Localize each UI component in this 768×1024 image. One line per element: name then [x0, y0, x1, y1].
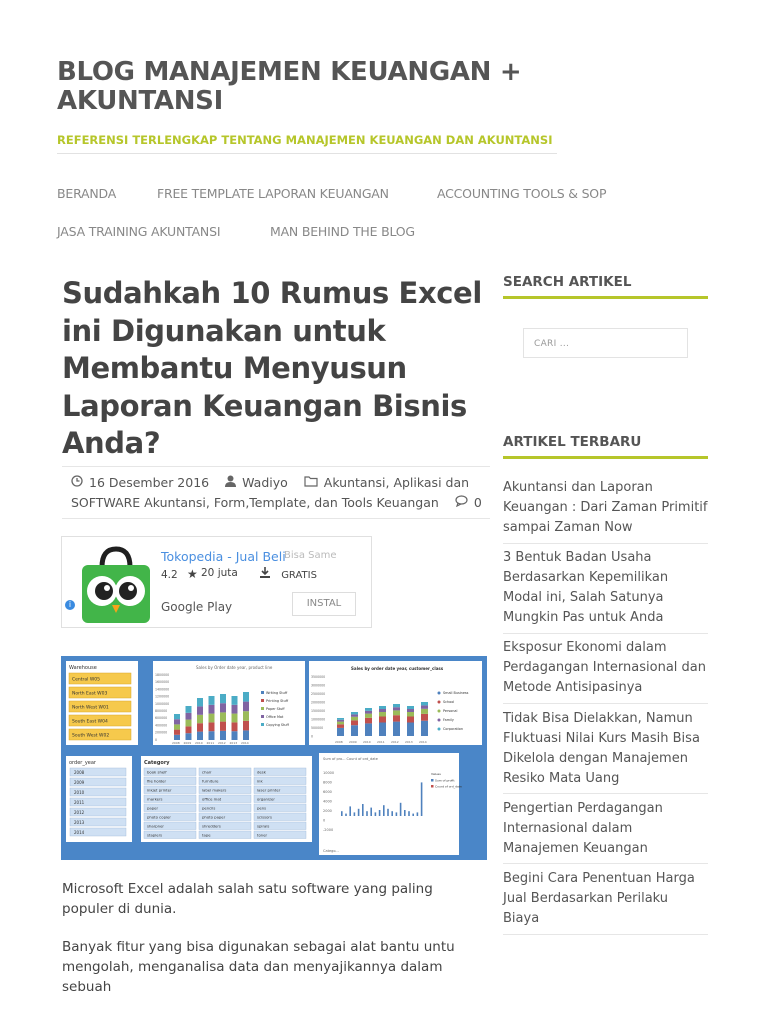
- chart2-title: Sales by order date year, customer_class: [351, 666, 444, 671]
- chart3-bar: [408, 811, 410, 816]
- chart3-tick: 0: [323, 818, 326, 823]
- slicer-item-label: pencils: [202, 805, 216, 811]
- chart1-bar-segment: [209, 714, 215, 723]
- chart2-legend-swatch: [438, 710, 441, 713]
- chart1-bar-segment: [197, 723, 203, 731]
- chart2-x-tick: 2014: [419, 740, 427, 744]
- chart2-tick: 2500000: [311, 692, 326, 696]
- chart2-bar-segment: [421, 709, 428, 714]
- nav-item-free-template[interactable]: FREE TEMPLATE LAPORAN KEUANGAN: [157, 186, 389, 201]
- slicer-item-label: tape: [202, 832, 211, 838]
- chart2-bar-segment: [407, 712, 414, 717]
- chart1-tick: 200000: [155, 730, 168, 735]
- chart2-bar-segment: [379, 706, 386, 709]
- post-meta: [71, 473, 491, 513]
- slicer-item-label: paper: [147, 805, 159, 811]
- chart2-bar-segment: [365, 723, 372, 736]
- slicer-item-label: 2013: [74, 820, 85, 825]
- chart2-bar-segment: [421, 714, 428, 721]
- chart2-bar-segment: [337, 720, 344, 722]
- chart3-tick: -2000: [323, 828, 334, 832]
- recent-divider: [503, 633, 708, 634]
- slicer-item-label: photo paper: [202, 814, 226, 820]
- chart2-bar-segment: [407, 706, 414, 709]
- chart3-bar: [375, 812, 377, 816]
- chart1-bar-segment: [220, 722, 226, 731]
- chart1-legend-swatch: [261, 699, 264, 702]
- slicer-item-label: 2011: [74, 800, 85, 805]
- slicer-item-label: toner: [257, 832, 268, 838]
- chart2-legend-swatch: [438, 719, 441, 722]
- chart1-bar-segment: [243, 711, 249, 721]
- slicer-item-label: label makers: [202, 787, 227, 793]
- chart2-tick: 2000000: [311, 700, 326, 705]
- chart1-legend-swatch: [261, 707, 264, 710]
- slicer-item-label: organizer: [257, 796, 275, 802]
- chart3-tick: 10000: [323, 771, 335, 775]
- chart1-bar-segment: [174, 714, 180, 719]
- meta-bottom-divider: [62, 518, 490, 519]
- chart1-bar-segment: [232, 696, 238, 705]
- search-heading: SEARCH ARTIKEL: [503, 274, 632, 290]
- slicer-item-label: spirals: [257, 823, 270, 829]
- meta-top-divider: [62, 466, 490, 467]
- chart1-tick: 0: [155, 737, 158, 742]
- ad-app-name[interactable]: Tokopedia - Jual Beli: [161, 549, 286, 564]
- chart3-bar: [421, 782, 423, 816]
- chart1-title: Sales by Order date year, product line: [196, 665, 273, 670]
- chart1-legend-label: Paper Stuff: [266, 707, 285, 711]
- ad-installs: 20 juta: [201, 567, 238, 579]
- recent-article-3[interactable]: Eksposur Ekonomi dalam Perdagangan Internasional dan Metode Antisipasinya: [503, 640, 706, 695]
- chart2-tick: 500000: [311, 726, 324, 730]
- chart1-bar-segment: [197, 706, 203, 714]
- chart2-tick: 0: [311, 734, 314, 739]
- chart3-bar: [417, 812, 419, 816]
- recent-article-6[interactable]: Begini Cara Penentuan Harga Jual Berdasarkan Perilaku Biaya: [503, 871, 695, 926]
- chart3-legend-swatch: [431, 779, 434, 782]
- search-heading-rule: [503, 296, 708, 299]
- chart3-bar: [366, 811, 368, 816]
- chart2-bar-segment: [421, 721, 428, 736]
- chart1-x-tick: 2009: [183, 741, 192, 745]
- chart2-bar-segment: [407, 709, 414, 712]
- chart2-bar-segment: [407, 723, 414, 737]
- chart1-bar-segment: [186, 720, 192, 727]
- ad-rating: 4.2 ★: [161, 567, 198, 581]
- slicer-item-label: desk: [257, 769, 266, 775]
- chart3-bar: [400, 803, 402, 816]
- chart3-legend-swatch: [431, 785, 434, 788]
- clock-icon: [71, 473, 83, 493]
- chart2-bar-segment: [351, 714, 358, 716]
- chart2-bar-segment: [365, 708, 372, 711]
- chart2-bar-segment: [407, 717, 414, 723]
- site-title[interactable]: BLOG MANAJEMEN KEUANGAN + AKUNTANSI: [57, 57, 522, 116]
- post-paragraph-1: Microsoft Excel adalah salah satu software yang paling populer di dunia.: [62, 881, 433, 917]
- post-title: Sudahkah 10 Rumus Excel ini Digunakan untuk Membantu Menyusun Laporan Keuangan Bisnis Anda?: [62, 276, 482, 460]
- chart1-bar-segment: [197, 732, 203, 740]
- chart2-legend-swatch: [438, 728, 441, 731]
- chart1-bar-segment: [243, 730, 249, 740]
- chart1-bar-segment: [232, 722, 238, 731]
- app-ad-banner[interactable]: [61, 536, 372, 628]
- chart3-bar: [354, 812, 356, 816]
- chart2-bar-segment: [393, 710, 400, 715]
- chart3-bar: [370, 808, 372, 816]
- chart1-legend-label: Writing Stuff: [266, 691, 288, 695]
- chart1-tick: 400000: [155, 723, 168, 728]
- recent-article-4[interactable]: Tidak Bisa Dielakkan, Namun Fluktuasi Nilai Kurs Masih Bisa Dikelola dengan Manajemen Resiko Mata Uang: [503, 711, 700, 786]
- slicer-item-label: ink: [257, 778, 263, 784]
- chart2-x-tick: 2009: [349, 740, 357, 744]
- chart1-tick: 600000: [155, 716, 168, 721]
- slicer-item-label: North West W01: [72, 705, 109, 711]
- chart2-x-tick: 2010: [363, 740, 371, 744]
- slicer-item-label: markers: [147, 796, 163, 802]
- chart2-x-tick: 2013: [405, 740, 413, 744]
- chart1-legend-label: Copying Stuff: [266, 723, 289, 727]
- nav-item-jasa-training[interactable]: JASA TRAINING AKUNTANSI: [57, 224, 221, 239]
- chart1-bar-segment: [209, 731, 215, 740]
- chart3-tick: 8000: [323, 780, 332, 785]
- star-icon: ★: [187, 567, 198, 581]
- chart1-tick: 1400000: [155, 687, 170, 692]
- chart2-legend-label: Corporation: [443, 727, 464, 731]
- chart1-bar-segment: [243, 692, 249, 702]
- chart2-bar-segment: [337, 722, 344, 725]
- slicer-item-label: scissors: [257, 814, 272, 820]
- chart2-bar-segment: [365, 714, 372, 718]
- chart1-bar-segment: [186, 733, 192, 740]
- chart3-bar: [345, 814, 347, 816]
- slicer-item-label: furniture: [202, 778, 219, 784]
- comment-icon: [455, 493, 468, 513]
- site-tagline: REFERENSI TERLENGKAP TENTANG MANAJEMEN KEUANGAN DAN AKUNTANSI: [57, 133, 553, 147]
- chart2-tick: 3000000: [311, 683, 326, 688]
- slicer-item-label: 2010: [74, 790, 85, 795]
- chart2-x-tick: 2012: [391, 740, 399, 744]
- chart1-tick: 1800000: [155, 673, 170, 677]
- chart2-tick: 1500000: [311, 709, 326, 713]
- chart1-bar-segment: [209, 722, 215, 731]
- chart1-bar-segment: [220, 703, 226, 712]
- chart3-bar: [383, 805, 385, 816]
- chart2-x-tick: 2011: [377, 740, 385, 744]
- install-button[interactable]: INSTAL: [292, 592, 356, 616]
- recent-divider: [503, 703, 708, 704]
- chart2-bar-segment: [351, 717, 358, 721]
- slicer-item-label: file holder: [147, 778, 167, 784]
- slicer-item-label: 2009: [74, 780, 85, 785]
- chart1-bar-segment: [232, 731, 238, 740]
- google-play-label: Google Play: [161, 600, 233, 614]
- chart3-bar: [341, 811, 343, 816]
- chart1-legend-swatch: [261, 723, 264, 726]
- chart3-tick: 6000: [323, 790, 332, 794]
- slicer-warehouse-title: Warehouse: [69, 665, 97, 671]
- slicer-year-title: order_year: [69, 760, 96, 766]
- chart2-bar-segment: [379, 709, 386, 712]
- chart2-tick: 3500000: [311, 675, 326, 679]
- slicer-item-label: North East W03: [72, 691, 108, 697]
- chart1-x-tick: 2010: [195, 741, 203, 745]
- recent-article-2[interactable]: 3 Bentuk Badan Usaha Berdasarkan Kepemilikan Modal ini, Salah Satunya Mungkin Pas untuk Anda: [503, 550, 669, 625]
- slicer-item-label: 2008: [74, 770, 85, 775]
- chart3-bar: [349, 806, 351, 816]
- chart3-legend-title: Values: [431, 772, 441, 776]
- chart1-x-tick: 2011: [206, 741, 215, 745]
- chart1-x-tick: 2014: [241, 741, 249, 745]
- excel-dashboard-svg: [61, 656, 487, 860]
- chart3-footer: Catego...: [323, 849, 339, 853]
- post-paragraph-2: Banyak fitur yang bisa digunakan sebagai alat bantu untu mengolah, menganalisa data dan menyajikannya dalam sebuah: [62, 939, 455, 995]
- slicer-item-label: inkjet printer: [147, 787, 172, 793]
- chart1-bar-segment: [232, 705, 238, 714]
- chart3-tick: 2000: [323, 809, 332, 813]
- chart1-bar-segment: [243, 721, 249, 731]
- chart3-tick: 4000: [323, 799, 332, 804]
- slicer-item-label: staplers: [147, 832, 163, 838]
- chart1-bar-segment: [186, 706, 192, 713]
- chart1-x-tick: 2008: [172, 741, 180, 745]
- chart1-bar-segment: [220, 694, 226, 703]
- recent-article-5[interactable]: Pengertian Perdagangan Internasional dalam Manajemen Keuangan: [503, 801, 663, 856]
- chart1-bar-segment: [197, 715, 203, 723]
- chart1-bar-segment: [174, 730, 180, 735]
- chart2-bar-segment: [393, 722, 400, 736]
- recent-heading: ARTIKEL TERBARU: [503, 434, 642, 450]
- slicer-item-label: book shelf: [147, 769, 167, 775]
- slicer-item-label: shredders: [202, 823, 221, 829]
- chart1-bar-segment: [232, 714, 238, 723]
- chart2-legend-label: Small Business: [443, 691, 469, 695]
- post-date[interactable]: 16 Desember 2016: [89, 475, 210, 490]
- chart2-tick: 1000000: [311, 717, 326, 722]
- chart2-bar-segment: [337, 718, 344, 720]
- tokopedia-logo-icon[interactable]: [78, 545, 154, 625]
- ad-info-icon[interactable]: i: [65, 600, 75, 610]
- chart3-bar: [362, 804, 364, 816]
- slicer-item-label: Central W05: [72, 677, 100, 683]
- chart3-bar: [391, 811, 393, 816]
- chart1-bar-segment: [186, 713, 192, 720]
- nav-item-beranda[interactable]: BERANDA: [57, 186, 117, 201]
- chart1-tick: 800000: [155, 709, 168, 713]
- user-icon: [225, 473, 236, 493]
- download-icon: [260, 570, 273, 581]
- folder-icon: [304, 473, 318, 493]
- chart1-tick: 1600000: [155, 680, 170, 685]
- chart1-bar-segment: [243, 702, 249, 712]
- header-divider: [57, 153, 557, 154]
- recent-divider: [503, 543, 708, 544]
- chart2-bar-segment: [365, 711, 372, 714]
- chart2-bar-segment: [379, 723, 386, 737]
- chart2-bar-segment: [393, 715, 400, 721]
- chart1-tick: 1000000: [155, 701, 170, 706]
- chart2-x-tick: 2008: [335, 740, 343, 744]
- chart2-legend-label: School: [443, 700, 455, 704]
- chart1-x-tick: 2012: [218, 741, 226, 745]
- chart3-bar: [379, 810, 381, 816]
- chart1-bar-segment: [209, 705, 215, 714]
- chart1-bar-segment: [220, 712, 226, 721]
- slicer-item-label: South West W02: [72, 733, 110, 739]
- post-comment-count[interactable]: 0: [473, 495, 482, 510]
- post-author[interactable]: Wadiyo: [242, 475, 288, 490]
- ad-price: GRATIS: [260, 567, 317, 581]
- slicer-item-label: South East W04: [72, 719, 108, 725]
- post-categories[interactable]: Akuntansi, Aplikasi dan SOFTWARE Akuntansi, Form,Template, dan Tools Keuangan: [71, 475, 470, 510]
- chart1-bar-segment: [174, 724, 180, 729]
- ad-faded-text: Bisa Same: [284, 550, 337, 561]
- recent-heading-rule: [503, 456, 708, 459]
- chart3-legend-label: Count of ord_date: [435, 784, 462, 789]
- chart2-bar-segment: [393, 704, 400, 707]
- chart2-legend-swatch: [438, 701, 441, 704]
- chart3-bar: [358, 809, 360, 816]
- nav-item-accounting-tools[interactable]: ACCOUNTING TOOLS & SOP: [437, 186, 607, 201]
- slicer-item-label: laser printer: [257, 787, 281, 793]
- chart2-bar-segment: [351, 712, 358, 714]
- recent-divider: [503, 934, 708, 935]
- recent-divider: [503, 863, 708, 864]
- chart2-bar-segment: [379, 717, 386, 723]
- chart2-legend-label: Personal: [443, 709, 458, 713]
- excel-dashboard-image: [61, 656, 487, 860]
- chart3-bar: [404, 810, 406, 816]
- slicer-item-label: office mat: [202, 796, 222, 802]
- chart2-legend-swatch: [438, 692, 441, 695]
- search-input[interactable]: CARI ...: [523, 328, 688, 358]
- chart2-bar-segment: [351, 725, 358, 736]
- chart2-bar-segment: [379, 712, 386, 717]
- chart1-bar-segment: [174, 719, 180, 724]
- chart2-bar-segment: [393, 707, 400, 710]
- chart1-bar-segment: [197, 698, 203, 706]
- chart2-bar-segment: [337, 724, 344, 728]
- nav-item-man-behind[interactable]: MAN BEHIND THE BLOG: [270, 224, 415, 239]
- slicer-category-title: Category: [144, 760, 170, 766]
- recent-article-1[interactable]: Akuntansi dan Laporan Keuangan : Dari Zaman Primitif sampai Zaman Now: [503, 480, 708, 535]
- slicer-item-label: 2012: [74, 810, 85, 815]
- chart2-bar-segment: [365, 718, 372, 724]
- chart1-bar-segment: [209, 696, 215, 705]
- slicer-item-label: sharpner: [147, 823, 164, 829]
- chart3-bar: [387, 809, 389, 816]
- chart1-legend-swatch: [261, 715, 264, 718]
- chart3-bar: [396, 812, 398, 816]
- chart1-bar-segment: [220, 731, 226, 740]
- chart3-legend-label: Sum of profit: [435, 778, 455, 783]
- chart1-bar-segment: [186, 726, 192, 733]
- chart2-legend-label: Family: [443, 718, 454, 722]
- slicer-item-label: pens: [257, 805, 267, 811]
- slicer-item-label: 2014: [74, 830, 85, 835]
- chart2-bar-segment: [351, 720, 358, 725]
- chart1-legend-label: Printing Stuff: [266, 699, 289, 703]
- chart1-bar-segment: [174, 735, 180, 740]
- recent-divider: [503, 793, 708, 794]
- chart1-tick: 1200000: [155, 694, 170, 699]
- chart3-header: Sum of pro... Count of ord_date: [323, 757, 378, 761]
- chart2-bar-segment: [421, 705, 428, 708]
- slicer-item-label: photo copier: [147, 814, 171, 820]
- slicer-item-label: chair: [202, 769, 212, 775]
- chart2-bar-segment: [337, 728, 344, 736]
- chart3-bar: [412, 814, 414, 816]
- chart1-legend-label: Office Mat: [266, 715, 284, 719]
- chart1-x-tick: 2013: [229, 741, 238, 745]
- chart1-legend-swatch: [261, 691, 264, 694]
- chart2-bar-segment: [421, 702, 428, 705]
